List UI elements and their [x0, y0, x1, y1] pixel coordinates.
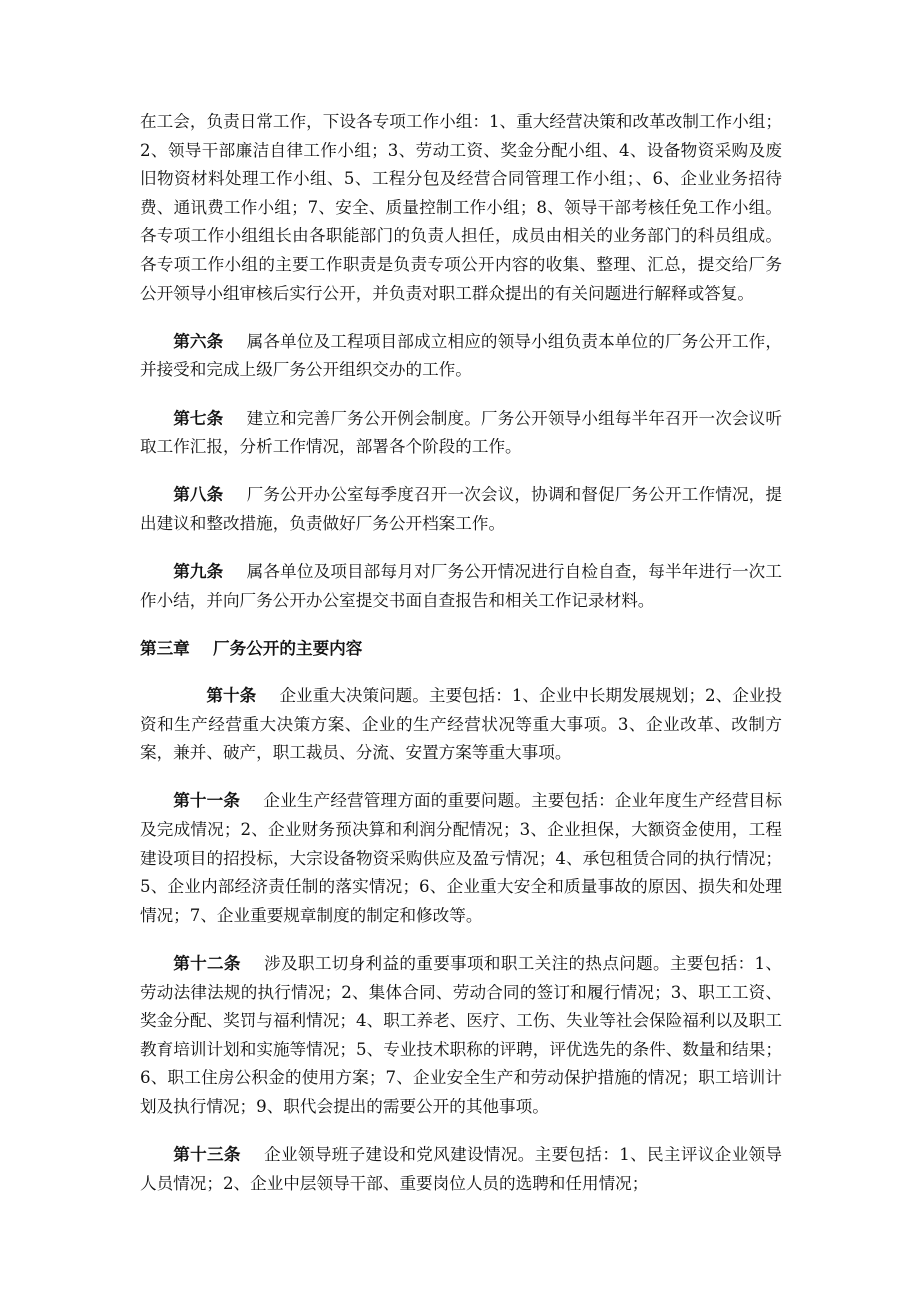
article-number: 第十三条: [173, 1144, 241, 1165]
article-text: 涉及职工切身利益的重要事项和职工关注的热点问题。主要包括：1、劳动法律法规的执行情况；2、集体合同、劳动合同的签订和履行情况；3、职工工资、奖金分配、奖罚与福利情况；4、职工养老、医疗、工伤、失业等社会保险福利以及职工教育培训计划和实施等情况；5、专业技术职称的评聘，评优选先的条件、数量和结果；6、职工住房公积金的使用方案；7、企业安全生产和劳动保护措施的情况；职工培训计划及执行情况；9、职代会提出的需要公开的其他事项。: [140, 954, 783, 1116]
article-number: 第九条: [173, 561, 224, 582]
article-text: 企业生产经营管理方面的重要问题。主要包括：企业年度生产经营目标及完成情况；2、企业财务预决算和利润分配情况；3、企业担保，大额资金使用，工程建设项目的招投标，大宗设备物资采购供应及盈亏情况；4、承包租赁合同的执行情况；5、企业内部经济责任制的落实情况；6、企业重大安全和质量事故的原因、损失和处理情况；7、企业重要规章制度的制定和修改等。: [140, 791, 783, 925]
article-8: [140, 480, 782, 538]
chapter-heading: [140, 634, 782, 663]
article-number: 第八条: [173, 484, 224, 505]
article-text: 属各单位及工程项目部成立相应的领导小组负责本单位的厂务公开工作，并接受和完成上级厂务公开组织交办的工作。: [140, 331, 783, 380]
article-text: 企业领导班子建设和党风建设情况。主要包括：1、民主评议企业领导人员情况；2、企业中层领导干部、重要岗位人员的选聘和任用情况；: [140, 1145, 783, 1193]
document-page: [140, 108, 782, 1198]
article-text: 建立和完善厂务公开例会制度。厂务公开领导小组每半年召开一次会议听取工作汇报，分析工作情况，部署各个阶段的工作。: [140, 408, 783, 457]
article-6: [140, 327, 782, 385]
chapter-number: 第三章: [140, 637, 190, 658]
article-12: [140, 949, 782, 1122]
article-number: 第六条: [173, 330, 224, 351]
article-number: 第七条: [173, 407, 224, 428]
article-10: [140, 681, 782, 768]
chapter-title: 厂务公开的主要内容: [213, 637, 363, 658]
article-text: 属各单位及项目部每月对厂务公开情况进行自检自查，每半年进行一次工作小结，并向厂务公开办公室提交书面自查报告和相关工作记录材料。: [140, 562, 783, 610]
article-text: 厂务公开办公室每季度召开一次会议，协调和督促厂务公开工作情况，提出建议和整改措施，负责做好厂务公开档案工作。: [140, 485, 783, 533]
article-number: 第十条: [206, 685, 257, 706]
article-number: 第十一条: [173, 790, 241, 811]
article-number: 第十二条: [173, 953, 241, 973]
article-11: [140, 786, 782, 930]
article-13: [140, 1140, 782, 1198]
article-9: [140, 557, 782, 615]
article-text: 企业重大决策问题。主要包括：1、企业中长期发展规划；2、企业投资和生产经营重大决策方案、企业的生产经营状况等重大事项。3、企业改革、改制方案，兼并、破产，职工裁员、分流、安置方案等重大事项。: [140, 686, 782, 763]
article-7: [140, 404, 782, 462]
intro-paragraph: 在工会，负责日常工作，下设各专项工作小组：1、重大经营决策和改革改制工作小组；2、领导干部廉洁自律工作小组；3、劳动工资、奖金分配小组、4、设备物资采购及废旧物资材料处理工作小组、5、工程分包及经营合同管理工作小组；、6、企业业务招待费、通讯费工作小组；7、安全、质量控制工作小组；8、领导干部考核任免工作小组。各专项工作小组组长由各职能部门的负责人担任，成员由相关的业务部门的科员组成。各专项工作小组的主要工作职责是负责专项公开内容的收集、整理、汇总，提交给厂务公开领导小组审核后实行公开，并负责对职工群众提出的有关问题进行解释或答复。: [140, 112, 782, 303]
